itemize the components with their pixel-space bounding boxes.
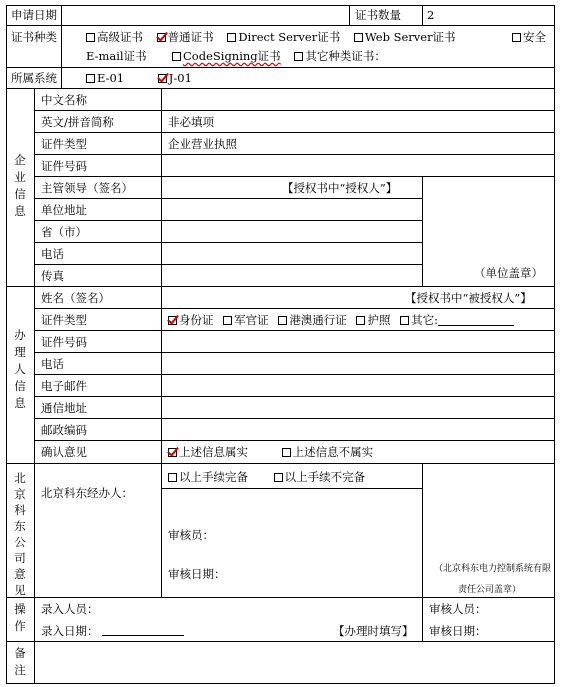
company-seal-note-line2: 责任公司盖章） (458, 585, 522, 595)
rule (422, 463, 423, 642)
checkbox-icon[interactable] (227, 33, 236, 42)
apply-date-label: 申请日期 (11, 8, 57, 22)
rule (6, 597, 555, 598)
rule (34, 264, 422, 265)
rule (61, 5, 62, 89)
cert-type-options (86, 30, 466, 44)
rule (422, 5, 423, 26)
option-passport[interactable]: 护照 (356, 313, 390, 327)
checked-checkbox-icon[interactable] (158, 74, 167, 83)
rule (34, 440, 555, 441)
field-label: 姓名（签名） (41, 291, 110, 305)
option-secure-cert[interactable]: 安全 (512, 30, 546, 44)
option-other-id[interactable]: 其它: (400, 313, 514, 327)
unit-seal-note: （单位盖章） (474, 266, 543, 280)
field-label: 中文名称 (41, 93, 87, 107)
rule (161, 463, 162, 598)
rule (554, 5, 555, 684)
field-label: 证件号码 (41, 335, 87, 349)
rule (34, 418, 555, 419)
option-standard-cert[interactable]: 普通证书 (157, 30, 214, 44)
field-label: 单位地址 (41, 203, 87, 217)
rule (34, 176, 555, 177)
authorizer-hint: 【授权书中“授权人”】 (282, 181, 398, 195)
remarks-section-label: 备注 (14, 646, 26, 677)
checked-checkbox-icon[interactable] (157, 33, 166, 42)
option-other-cert[interactable]: 其它种类证书： (294, 49, 386, 63)
cert-type-options-line2 (172, 49, 386, 63)
operation-section-label: 操作 (14, 602, 26, 633)
option-direct-server-cert[interactable]: Direct Server证书 (227, 30, 340, 44)
rule (6, 88, 555, 89)
checkbox-icon[interactable] (86, 74, 95, 83)
option-j01[interactable]: J-01 (158, 71, 192, 85)
option-id-card[interactable]: 身份证 (168, 313, 214, 327)
rule (34, 88, 35, 684)
option-e01[interactable]: E-01 (86, 71, 124, 85)
system-label: 所属系统 (11, 71, 57, 85)
rule (34, 132, 555, 133)
rule (6, 5, 555, 6)
field-label: 确认意见 (41, 445, 87, 459)
company-section-label: 北京科东公司意见 (14, 471, 26, 597)
checkbox-icon[interactable] (512, 33, 521, 42)
option-info-true[interactable]: 上述信息属实 (168, 445, 248, 459)
rule (34, 374, 555, 375)
rule (34, 242, 422, 243)
rule (161, 488, 422, 489)
rule (34, 110, 555, 111)
rule (6, 25, 555, 26)
field-label: 传真 (41, 269, 64, 283)
email-cert-continuation: E-mail证书 (86, 49, 147, 63)
cert-type-label: 证书种类 (11, 30, 57, 44)
cert-count-label: 证书数量 (355, 8, 401, 22)
field-label: 省（市） (41, 225, 87, 239)
checkbox-icon[interactable] (168, 473, 177, 482)
option-hk-macau-pass[interactable]: 港澳通行证 (278, 313, 347, 327)
field-label: 电话 (41, 247, 64, 261)
field-label: 电话 (41, 357, 64, 371)
field-label: 证件类型 (41, 313, 87, 327)
checkbox-icon[interactable] (400, 316, 409, 325)
field-label: 英文/拼音简称 (41, 115, 114, 129)
rule (161, 88, 162, 464)
rule (6, 683, 555, 684)
rule (34, 352, 555, 353)
field-label: 通信地址 (41, 401, 87, 415)
field-label: 电子邮件 (41, 379, 87, 393)
field-label: 证件号码 (41, 159, 87, 173)
company-seal-note-line1: （北京科东电力控制系统有限 (434, 564, 552, 574)
checkbox-icon[interactable] (356, 316, 365, 325)
rule (6, 5, 7, 684)
option-complete[interactable]: 以上手续完备 (168, 470, 248, 484)
rule (34, 154, 555, 155)
option-incomplete[interactable]: 以上手续不完备 (274, 470, 366, 484)
rule (6, 463, 555, 464)
agent-label: 北京科东经办人： (41, 486, 133, 500)
rule (34, 330, 555, 331)
id-type-options (168, 313, 514, 327)
rule (34, 396, 555, 397)
field-value[interactable]: 非必填项 (168, 115, 214, 129)
checkbox-icon[interactable] (278, 316, 287, 325)
rule (422, 176, 423, 287)
checkbox-icon[interactable] (86, 33, 95, 42)
op-review-date-label: 审核日期： (429, 624, 487, 638)
field-label: 邮政编码 (41, 423, 87, 437)
entry-person-label: 录入人员： (41, 602, 99, 616)
option-advanced-cert[interactable]: 高级证书 (86, 30, 143, 44)
review-date-label: 审核日期： (168, 567, 226, 581)
reviewer-label: 审核员： (168, 528, 214, 542)
checkbox-icon[interactable] (354, 33, 363, 42)
rule (34, 308, 555, 309)
option-codesigning-cert[interactable]: CodeSigning证书 (172, 49, 281, 63)
checkbox-icon[interactable] (274, 473, 283, 482)
rule (34, 220, 422, 221)
checkbox-icon[interactable] (172, 52, 181, 61)
field-label: 证件类型 (41, 137, 87, 151)
entry-date-label: 录入日期： (41, 624, 99, 638)
rule (34, 198, 422, 199)
other-id-blank[interactable] (438, 315, 514, 326)
checked-checkbox-icon[interactable] (168, 316, 177, 325)
rule (6, 286, 555, 287)
checked-checkbox-icon[interactable] (168, 448, 177, 457)
option-info-false[interactable]: 上述信息不属实 (282, 445, 374, 459)
field-value[interactable]: 企业营业执照 (168, 137, 237, 151)
fill-hint: 【办理时填写】 (333, 624, 414, 638)
field-label: 主管领导（签名） (41, 181, 133, 195)
confirm-options (168, 445, 373, 459)
procedure-options (168, 470, 365, 484)
system-options (86, 71, 192, 85)
cert-count-value: 2 (427, 8, 435, 22)
rule (349, 5, 350, 26)
checkbox-icon[interactable] (294, 52, 303, 61)
entry-date-blank[interactable] (102, 625, 184, 636)
enterprise-section-label: 企业信息 (14, 153, 26, 218)
op-reviewer-label: 审核人员： (429, 602, 487, 616)
rule (6, 67, 555, 68)
handler-section-label: 办理人信息 (14, 328, 26, 410)
rule (6, 641, 555, 642)
checkbox-icon[interactable] (223, 316, 232, 325)
checkbox-icon[interactable] (282, 448, 291, 457)
grantee-hint: 【授权书中“被授权人”】 (405, 291, 532, 305)
option-officer-card[interactable]: 军官证 (223, 313, 269, 327)
option-web-server-cert[interactable]: Web Server证书 (354, 30, 456, 44)
